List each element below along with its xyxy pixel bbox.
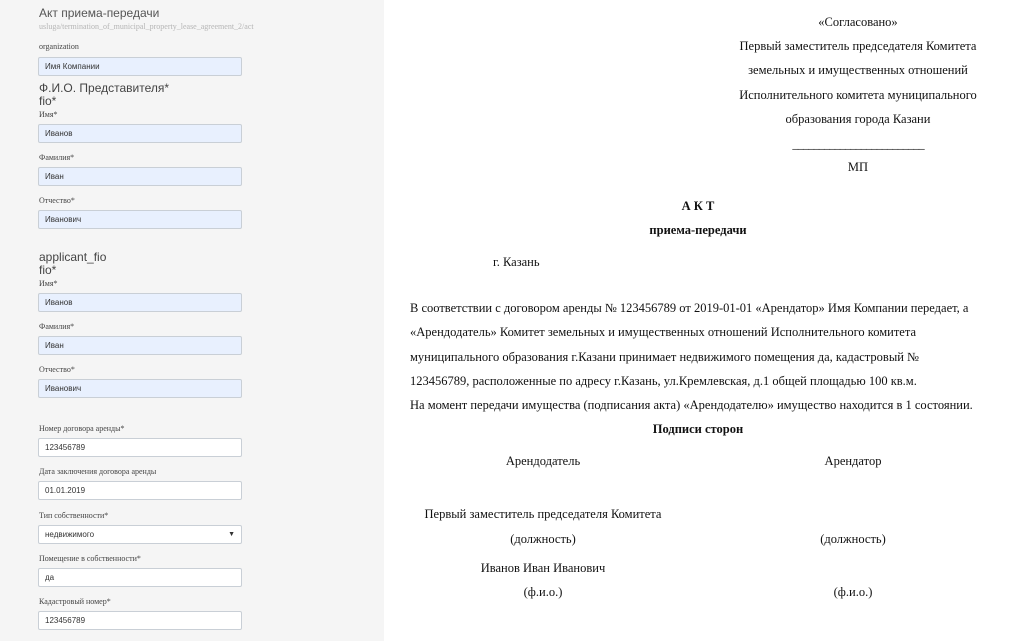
representative-first-name-input[interactable]: [38, 124, 242, 143]
lessor-position: Первый заместитель председателя Комитета: [424, 507, 662, 521]
contract-number-label: Номер договора аренды*: [39, 424, 125, 433]
act-body-line: «Арендодатель» Комитет земельных и имущественных отношений Исполнительного комитета: [410, 325, 917, 339]
applicant-section-title: applicant_fio: [39, 250, 107, 264]
contract-date-label: Дата заключения договора аренды: [39, 467, 157, 476]
act-title: А К Т: [681, 199, 715, 213]
representative-last-name-input[interactable]: [38, 167, 242, 186]
representative-patronymic-input[interactable]: [38, 210, 242, 229]
act-body-line: В соответствии с договором аренды № 123456789 от 2019-01-01 «Арендатор» Имя Компании передает, а: [410, 301, 969, 315]
applicant-patronymic-label: Отчество*: [39, 365, 75, 374]
act-body-line: На момент передачи имущества (подписания акта) «Арендодателю» имущество находится в 1 состоянии.: [410, 398, 973, 412]
ownership-type-value: недвижимого: [45, 530, 95, 539]
lessor-position-caption: (должность): [510, 532, 576, 546]
applicant-first-name-label: Имя*: [39, 279, 58, 288]
applicant-fio-subtitle: fio*: [39, 263, 57, 277]
applicant-first-name-input[interactable]: [38, 293, 242, 312]
act-subtitle: приема-передачи: [649, 223, 747, 237]
form-path: usluga/termination_of_municipal_property_lease_agreement_2/act: [39, 22, 254, 31]
premises-label: Помещение в собственности*: [39, 554, 141, 563]
act-city: г. Казань: [493, 255, 540, 269]
act-body-line: муниципального образования г.Казани принимает недвижимого помещения да, кадастровый №: [410, 350, 919, 364]
approver-line-2: земельных и имущественных отношений: [748, 63, 968, 77]
applicant-last-name-label: Фамилия*: [39, 322, 75, 331]
form-panel: [0, 0, 384, 641]
approver-line-3: Исполнительного комитета муниципального: [739, 88, 977, 102]
stamp-placeholder: МП: [847, 160, 869, 174]
lessee-name-caption: (ф.и.о.): [833, 585, 873, 599]
chevron-down-icon: ▼: [228, 531, 235, 538]
approver-line-1: Первый заместитель председателя Комитета: [739, 39, 977, 53]
signatures-heading: Подписи сторон: [652, 422, 744, 436]
representative-last-name-label: Фамилия*: [39, 153, 75, 162]
applicant-last-name-input[interactable]: [38, 336, 242, 355]
premises-input[interactable]: [38, 568, 242, 587]
form-title: Акт приема-передачи: [39, 6, 160, 20]
approval-signature-line: _________________________: [792, 137, 924, 151]
representative-fio-subtitle: fio*: [39, 94, 57, 108]
lessee-label: Арендатор: [824, 454, 882, 468]
representative-first-name-label: Имя*: [39, 110, 58, 119]
approval-heading: «Согласовано»: [818, 15, 898, 29]
contract-number-input[interactable]: [38, 438, 242, 457]
approver-line-4: образования города Казани: [785, 112, 931, 126]
organization-label: organization: [39, 42, 79, 51]
representative-patronymic-label: Отчество*: [39, 196, 75, 205]
lessor-name-caption: (ф.и.о.): [523, 585, 563, 599]
ownership-type-select[interactable]: [38, 525, 242, 544]
lessor-name: Иванов Иван Иванович: [480, 561, 606, 575]
applicant-patronymic-input[interactable]: [38, 379, 242, 398]
lessor-label: Арендодатель: [505, 454, 581, 468]
cadastral-number-input[interactable]: [38, 611, 242, 630]
representative-section-title: Ф.И.О. Представителя*: [39, 81, 170, 95]
lessee-position-caption: (должность): [820, 532, 886, 546]
organization-input[interactable]: [38, 57, 242, 76]
ownership-type-label: Тип собственности*: [39, 511, 109, 520]
cadastral-number-label: Кадастровый номер*: [39, 597, 111, 606]
act-body-line: 123456789, расположенные по адресу г.Казань, ул.Кремлевская, д.1 общей площадью 100 кв.м.: [410, 374, 917, 388]
contract-date-input[interactable]: [38, 481, 242, 500]
